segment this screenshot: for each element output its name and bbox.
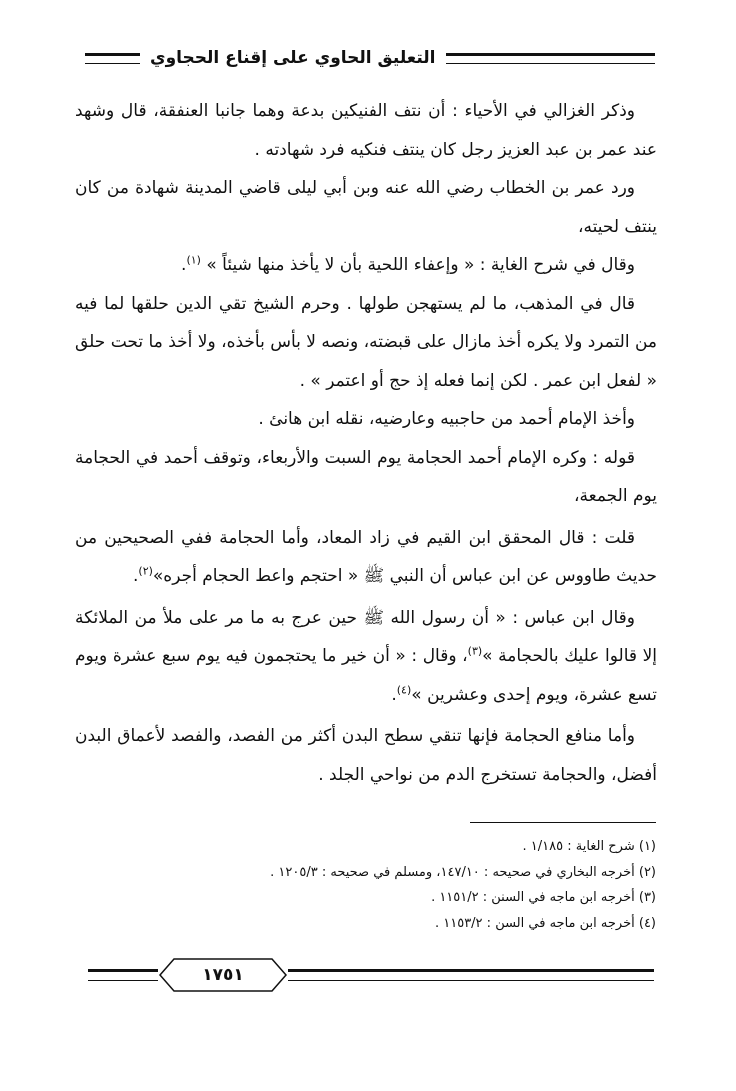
paragraph: وقال ابن عباس : « أن رسول الله ﷺ حين عرج به ما مر على ملأ من الملائكة إلا قالوا عليك بالحجامة »$^{(٣)}$، وقال : « أن خير ما يحتجمون فيه يوم سبع عشرة ويوم تسع عشرة، ويوم إحدى وعشرين »$^{(٤)}$. — [75, 607, 658, 705]
footnote: (٢) أخرجه البخاري في صحيحه : ١٤٧/١٠، ومسلم في صحيحه : ١٢٠٥/٣ . — [270, 864, 656, 880]
header-rule-right — [446, 53, 655, 64]
footnote-ref[interactable]: (٣) — [467, 644, 483, 658]
footnotes — [96, 834, 656, 936]
paragraph: وأخذ الإمام أحمد من حاجبيه وعارضيه، نقله ابن هانئ . — [258, 409, 635, 429]
footnote: (٣) أخرجه ابن ماجه في السنن : ١١٥١/٢ . — [431, 890, 656, 905]
page-footer — [88, 955, 654, 1005]
page-number-badge — [158, 957, 288, 993]
footnote-ref[interactable]: (٤) — [396, 682, 412, 696]
footnote: (١) شرح الغاية : ١/١٨٥ . — [522, 839, 656, 854]
page-number: ١٧٥١ — [202, 965, 244, 985]
paragraph: قوله : وكره الإمام أحمد الحجامة يوم السبت والأربعاء، وتوقف أحمد في الحجامة يوم الجمعة، — [75, 447, 657, 506]
footnote-separator — [470, 822, 656, 823]
footnote: (٤) أخرجه ابن ماجه في السن : ١١٥٣/٢ . — [434, 915, 656, 931]
body-text — [75, 92, 657, 794]
paragraph: وأما منافع الحجامة فإنها تنقي سطح البدن أكثر من الفصد، والفصد لأعماق البدن أفضل، والحجامة تستخرج الدم من نواحي الجلد . — [75, 726, 657, 785]
paragraph: قال في المذهب، ما لم يستهجن طولها . وحرم الشيخ تقي الدين حلقها لما فيه من التمرد ولا يكره أخذ مازال على قبضته، ونصه لا بأس بأخذه، ولا أخذ ما تحت حلق « لفعل ابن عمر . لكن إنما فعله إذ حج أو اعتمر » . — [75, 293, 657, 391]
paragraph: وذكر الغزالي في الأحياء : أن نتف الفنيكين بدعة وهما جانبا العنفقة، قال وشهد عند عمر بن عبد العزيز رجل كان ينتف فنكيه فرد شهادته . — [75, 101, 657, 160]
paragraph: وقال في شرح الغاية : « وإعفاء اللحية بأن لا يأخذ منها شيئاً » $^{(١)}$. — [181, 253, 635, 275]
header-title: التعليق الحاوي على إقناع الحجاوي — [150, 48, 436, 68]
footnote-ref[interactable]: (٢) — [138, 564, 153, 578]
header-rule-left — [85, 53, 140, 64]
running-header — [85, 40, 655, 76]
paragraph: ورد عمر بن الخطاب رضي الله عنه وبن أبي ليلى قاضي المدينة شهادة من كان ينتف لحيته، — [75, 178, 657, 237]
footnote-ref[interactable]: (١) — [186, 253, 201, 267]
paragraph: قلت : قال المحقق ابن القيم في زاد المعاد، وأما الحجامة ففي الصحيحين من حديث طاووس عن ابن عباس أن النبي ﷺ « احتجم واعط الحجام أجره»$^{(٢)}$. — [75, 527, 657, 586]
